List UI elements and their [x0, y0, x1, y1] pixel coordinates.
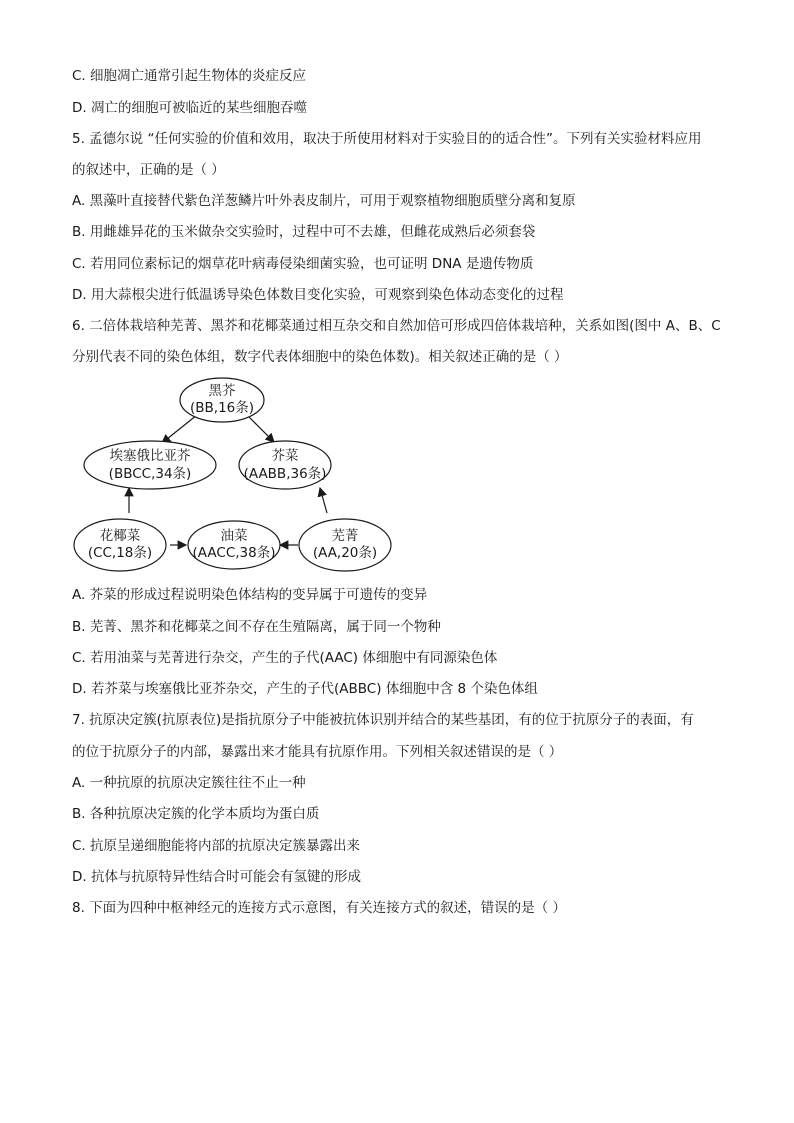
- q6-stem-line1: 6. 二倍体栽培种芜菁、黑芥和花椰菜通过相互杂交和自然加倍可形成四倍体栽培种，关系如图(图中 A、B、C: [72, 318, 721, 334]
- svg-text:(AACC,38条): (AACC,38条): [192, 545, 276, 561]
- species-relationship-diagram: [72, 375, 412, 580]
- q7-option-a: A. 一种抗原的抗原决定簇往往不止一种: [72, 775, 306, 791]
- q4-option-d: D. 凋亡的细胞可被临近的某些细胞吞噬: [72, 100, 307, 116]
- q6-stem-line2: 分别代表不同的染色体组，数字代表体细胞中的染色体数)。相关叙述正确的是（ ）: [72, 349, 568, 365]
- q5-option-c: C. 若用同位素标记的烟草花叶病毒侵染细菌实验，也可证明 DNA 是遗传物质: [72, 256, 534, 272]
- svg-text:(BB,16条): (BB,16条): [189, 400, 255, 416]
- q5-option-b: B. 用雌雄异花的玉米做杂交实验时，过程中可不去雄，但雌花成熟后必须套袋: [72, 224, 536, 240]
- arrow-heijie-to-aisai: [162, 415, 197, 443]
- svg-text:(BBCC,34条): (BBCC,34条): [108, 466, 192, 482]
- q7-option-d: D. 抗体与抗原特异性结合时可能会有氢键的形成: [72, 869, 361, 885]
- q7-stem-line2: 的位于抗原分子的内部，暴露出来才能具有抗原作用。下列相关叙述错误的是（ ）: [72, 744, 563, 760]
- node-aisai: [84, 441, 216, 489]
- svg-text:油菜: 油菜: [220, 528, 248, 544]
- svg-text:黑芥: 黑芥: [208, 383, 236, 399]
- arrow-wujing-to-jiecai: [320, 488, 327, 513]
- q5-stem-line1: 5. 孟德尔说 “任何实验的价值和效用，取决于所使用材料对于实验目的的适合性”。下列有关实验材料应用: [72, 131, 702, 147]
- q6-option-d: D. 若芥菜与埃塞俄比亚芥杂交，产生的子代(ABBC) 体细胞中含 8 个染色体组: [72, 681, 538, 697]
- arrow-heijie-to-jiecai: [247, 415, 274, 442]
- svg-text:芜菁: 芜菁: [331, 528, 359, 544]
- svg-text:埃塞俄比亚芥: 埃塞俄比亚芥: [109, 448, 191, 464]
- q6-option-c: C. 若用油菜与芜菁进行杂交，产生的子代(AAC) 体细胞中有同源染色体: [72, 650, 498, 666]
- node-huayecai: [74, 519, 166, 571]
- q7-option-b: B. 各种抗原决定簇的化学本质均为蛋白质: [72, 806, 320, 822]
- svg-text:花椰菜: 花椰菜: [99, 528, 141, 544]
- node-heijie: [180, 378, 264, 422]
- q7-stem-line1: 7. 抗原决定簇(抗原表位)是指抗原分子中能被抗体识别并结合的某些基团，有的位于抗原分子的表面，有: [72, 712, 694, 728]
- q5-stem-line2: 的叙述中，正确的是（ ）: [72, 162, 225, 178]
- svg-text:(AA,20条): (AA,20条): [312, 545, 378, 561]
- q8-stem-line1: 8. 下面为四种中枢神经元的连接方式示意图，有关连接方式的叙述，错误的是（ ）: [72, 900, 566, 916]
- node-jiecai: [239, 441, 331, 489]
- node-wujing: [299, 519, 391, 571]
- node-youcai: [188, 521, 280, 569]
- q6-option-a: A. 芥菜的形成过程说明染色体结构的变异属于可遗传的变异: [72, 587, 428, 603]
- q7-option-c: C. 抗原呈递细胞能将内部的抗原决定簇暴露出来: [72, 838, 361, 854]
- svg-text:(AABB,36条): (AABB,36条): [243, 466, 327, 482]
- q6-option-b: B. 芜菁、黑芥和花椰菜之间不存在生殖隔离，属于同一个物种: [72, 619, 441, 635]
- svg-text:(CC,18条): (CC,18条): [87, 545, 153, 561]
- q4-option-c: C. 细胞凋亡通常引起生物体的炎症反应: [72, 68, 307, 84]
- svg-text:芥菜: 芥菜: [271, 448, 299, 464]
- q5-option-d: D. 用大蒜根尖进行低温诱导染色体数目变化实验，可观察到染色体动态变化的过程: [72, 287, 564, 303]
- q5-option-a: A. 黑藻叶直接替代紫色洋葱鳞片叶外表皮制片，可用于观察植物细胞质壁分离和复原: [72, 193, 576, 209]
